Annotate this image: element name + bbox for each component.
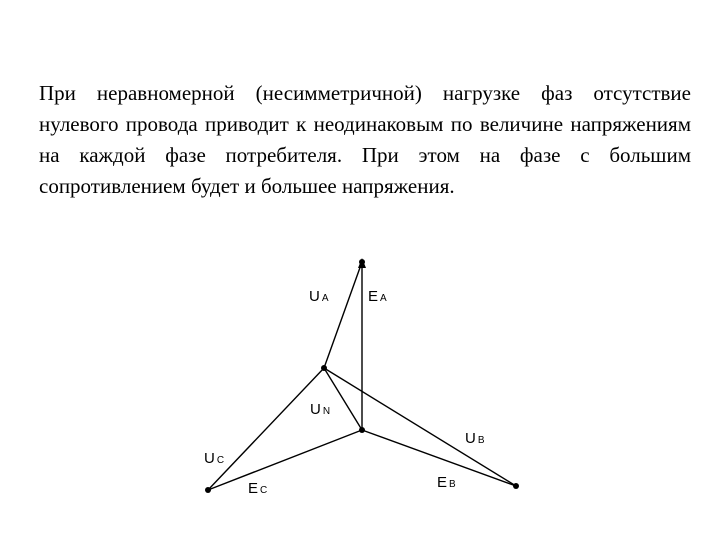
label-ea: E A [368,288,387,305]
label-ub: U B [465,430,485,447]
vector-ub [324,368,516,486]
label-ec: E C [248,480,268,497]
vector-ua [324,262,362,368]
label-ua: U A [309,288,329,305]
point-c [205,487,211,493]
vector-uc [208,368,324,490]
point-b [513,483,519,489]
label-eb: E B [437,474,456,491]
point-neutral [359,427,365,433]
description-paragraph: При неравномерной (несимметричной) нагрузке фаз отсутствие нулевого провода приводит к неодинаковым по величине напряжениям на каждой фазе потребителя. При этом на фазе с большим сопротивлением будет и большее напряжения. [39,81,691,198]
label-uc: U C [204,450,225,467]
label-un: U N [310,401,331,418]
vector-ec [208,430,362,490]
vector-un [324,368,362,430]
point-neutral-shifted [321,365,327,371]
